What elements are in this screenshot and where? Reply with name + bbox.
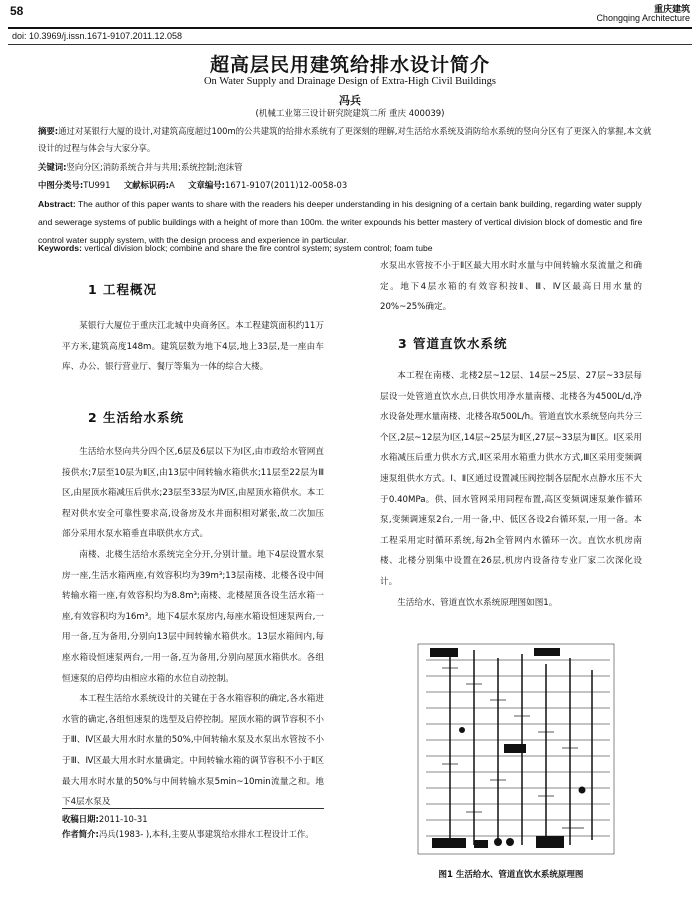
section-2-paragraph-2: 南楼、北楼生活给水系统完全分开,分别计量。地下4层设置水泵房一座,生活水箱两座,有效容积均为39m³;13层南楼、北楼各设中间转输水箱一座,有效容积均为8.8m³;南楼、北楼屋顶各设生活水箱一座,有效容积均为16m³。地下4层水泵房内,每座水箱设恒速泵两台,一用一备,互为备用,分别向13层中间转输水箱供水。13层水箱间内,每座水箱设恒速泵两台,一用一备,互为备用,分别向屋顶水箱供水。各组恒速泵的启停均由相应水箱的水位自动控制。 (62, 549, 324, 684)
clc-label: 中图分类号: (38, 180, 84, 190)
section-3-body (380, 366, 642, 613)
section-2-heading: 2 生活给水系统 (88, 410, 185, 425)
footnote (62, 812, 324, 842)
continuation-paragraph: 水泵出水管按不小于Ⅱ区最大用水时水量与中间转输水泵流量之和确定。地下4层水箱的有效容积按Ⅱ、Ⅲ、Ⅳ区最高日用水量的20%~25%确定。 (380, 261, 642, 313)
keywords-en (38, 239, 658, 257)
figure-1-caption: 图1 生活给水、管道直饮水系统原理图 (438, 870, 584, 880)
author-bio-label: 作者简介: (62, 829, 99, 839)
abstract-cn (38, 123, 658, 157)
doc-code-label: 文献标识码: (123, 180, 170, 190)
section-1-paragraph: 某银行大厦位于重庆江北城中央商务区。本工程建筑面积约11万平方米,建筑高度148m。建筑层数为地下4层,地上33层,是一座由车库、办公、银行营业厅、餐厅等集为一体的综合大楼。 (62, 321, 324, 373)
section-2-paragraph-3: 本工程生活给水系统设计的关键在于各水箱容积的确定,各水箱进水管的确定,各组恒速泵的选型及启停控制。屋顶水箱的调节容积不小于Ⅲ、Ⅳ区最大用水时水量的50%,中间转输水泵及水泵出水管按不小于Ⅲ、Ⅳ区最大用水时水量确定。中间转输水箱的调节容积不小于Ⅱ区最大用水时水量的50%与中间转输水泵5min~10min流量之和。地下4层水泵及 (62, 694, 324, 808)
keywords-cn-text: 竖向分区;消防系统合并与共用;系统控制;泡沫管 (66, 162, 243, 172)
keywords-en-label: Keywords: (38, 243, 82, 253)
received-date: 2011-10-31 (98, 814, 148, 824)
journal-name-cn: 重庆建筑 (653, 5, 690, 15)
abstract-cn-text: 通过对某银行大厦的设计,对建筑高度超过100m的公共建筑的给排水系统有了更深刻的理解,对生活给水系统及消防给水系统的竖向分区有了更深入的掌握,本文就设计的过程与体会与大家分享。 (38, 126, 652, 153)
affiliation: (机械工业第三设计研究院建筑二所 重庆 400039) (255, 109, 445, 119)
article-title-cn: 超高层民用建筑给排水设计简介 (209, 54, 490, 76)
figure-1-system-diagram (412, 640, 618, 858)
page-number: 58 (10, 4, 24, 18)
section-3-paragraph-1: 本工程在南楼、北楼2层~12层、14层~25层、27层~33层每层设一处管道直饮水点,日供饮用净水量南楼、北楼各为4500L/d,净水设备处理水量南楼、北楼各取500L/h。管道直饮水系统竖向共分三个区,2层~12层为Ⅰ区,14层~25层为Ⅱ区,27层~33层为Ⅲ区。Ⅰ区采用水箱减压后重力供水方式,Ⅱ区采用水箱重力供水方式,Ⅲ区采用变频调速泵组供水方式。Ⅰ、Ⅱ区通过设置减压阀控制各层配水点静水压不大于0.40MPa。供、回水管网采用同程布置,高区变频调速泵兼作循环泵,变频调速泵2台,一用一备,中、低区各设2台循环泵,一用一备。本工程采用定时循环系统,每2h全管网内水循环一次。直饮水机房南楼、北楼分别集中设置在26层,机房内设备待专业厂家二次深化设计。 (380, 371, 642, 587)
abstract-en-label: Abstract: (38, 199, 76, 209)
doi: doi: 10.3969/j.issn.1671-9107.2011.12.058 (12, 31, 182, 41)
section-2-paragraph-1: 生活给水竖向共分四个区,6层及6层以下为Ⅰ区,由市政给水管网直接供水;7层至10层为Ⅱ区,由13层中间转输水箱供水;11层至22层为Ⅲ区,由屋顶水箱减压后供水;23层至33层为Ⅳ区,由屋顶水箱供水。本工程对供水安全可靠性要求高,设备房及水井面积相对紧张,故二次加压部分采用水泵水箱垂直串联供水方式。 (62, 447, 324, 540)
author-bio: 冯兵(1983- ),本科,主要从事建筑给水排水工程设计工作。 (98, 829, 314, 839)
footnote-rule (62, 808, 324, 809)
abstract-cn-label: 摘要: (38, 126, 59, 136)
doi-rule (8, 44, 692, 45)
journal-name-en: Chongqing Architecture (596, 13, 690, 23)
section-2-continuation (380, 256, 642, 318)
article-no-label: 文章编号: (188, 180, 225, 190)
classification-line (38, 177, 658, 194)
keywords-cn-label: 关键词: (38, 162, 67, 172)
abstract-en-text: The author of this paper wants to share with the readers his deeper understanding in his designing of a certain bank building, regarding water supply and sewerage systems of public buildings with a height of more than 100m. the writer expounds his better mastery of vertical division block of domestic and fire control water supply system, with the design process and experience in particular. (38, 199, 643, 245)
article-title-en: On Water Supply and Drainage Design of Extra-High Civil Buildings (203, 76, 497, 87)
section-2-body (62, 442, 324, 813)
section-3-paragraph-2: 生活给水、管道直饮水系统原理图如图1。 (397, 597, 558, 608)
section-1-body (62, 316, 324, 378)
keywords-cn (38, 159, 658, 176)
clc-value: TU991 (83, 180, 111, 190)
header-rule (8, 27, 692, 29)
received-date-label: 收稿日期: (62, 814, 99, 824)
article-no-value: 1671-9107(2011)12-0058-03 (224, 180, 348, 190)
author-name: 冯兵 (339, 94, 361, 107)
doc-code-value: A (169, 180, 175, 190)
section-3-heading: 3 管道直饮水系统 (398, 336, 508, 351)
section-1-heading: 1 工程概况 (88, 282, 158, 297)
keywords-en-text: vertical division block; combine and share the fire control system; system control; foam tube (84, 243, 433, 253)
